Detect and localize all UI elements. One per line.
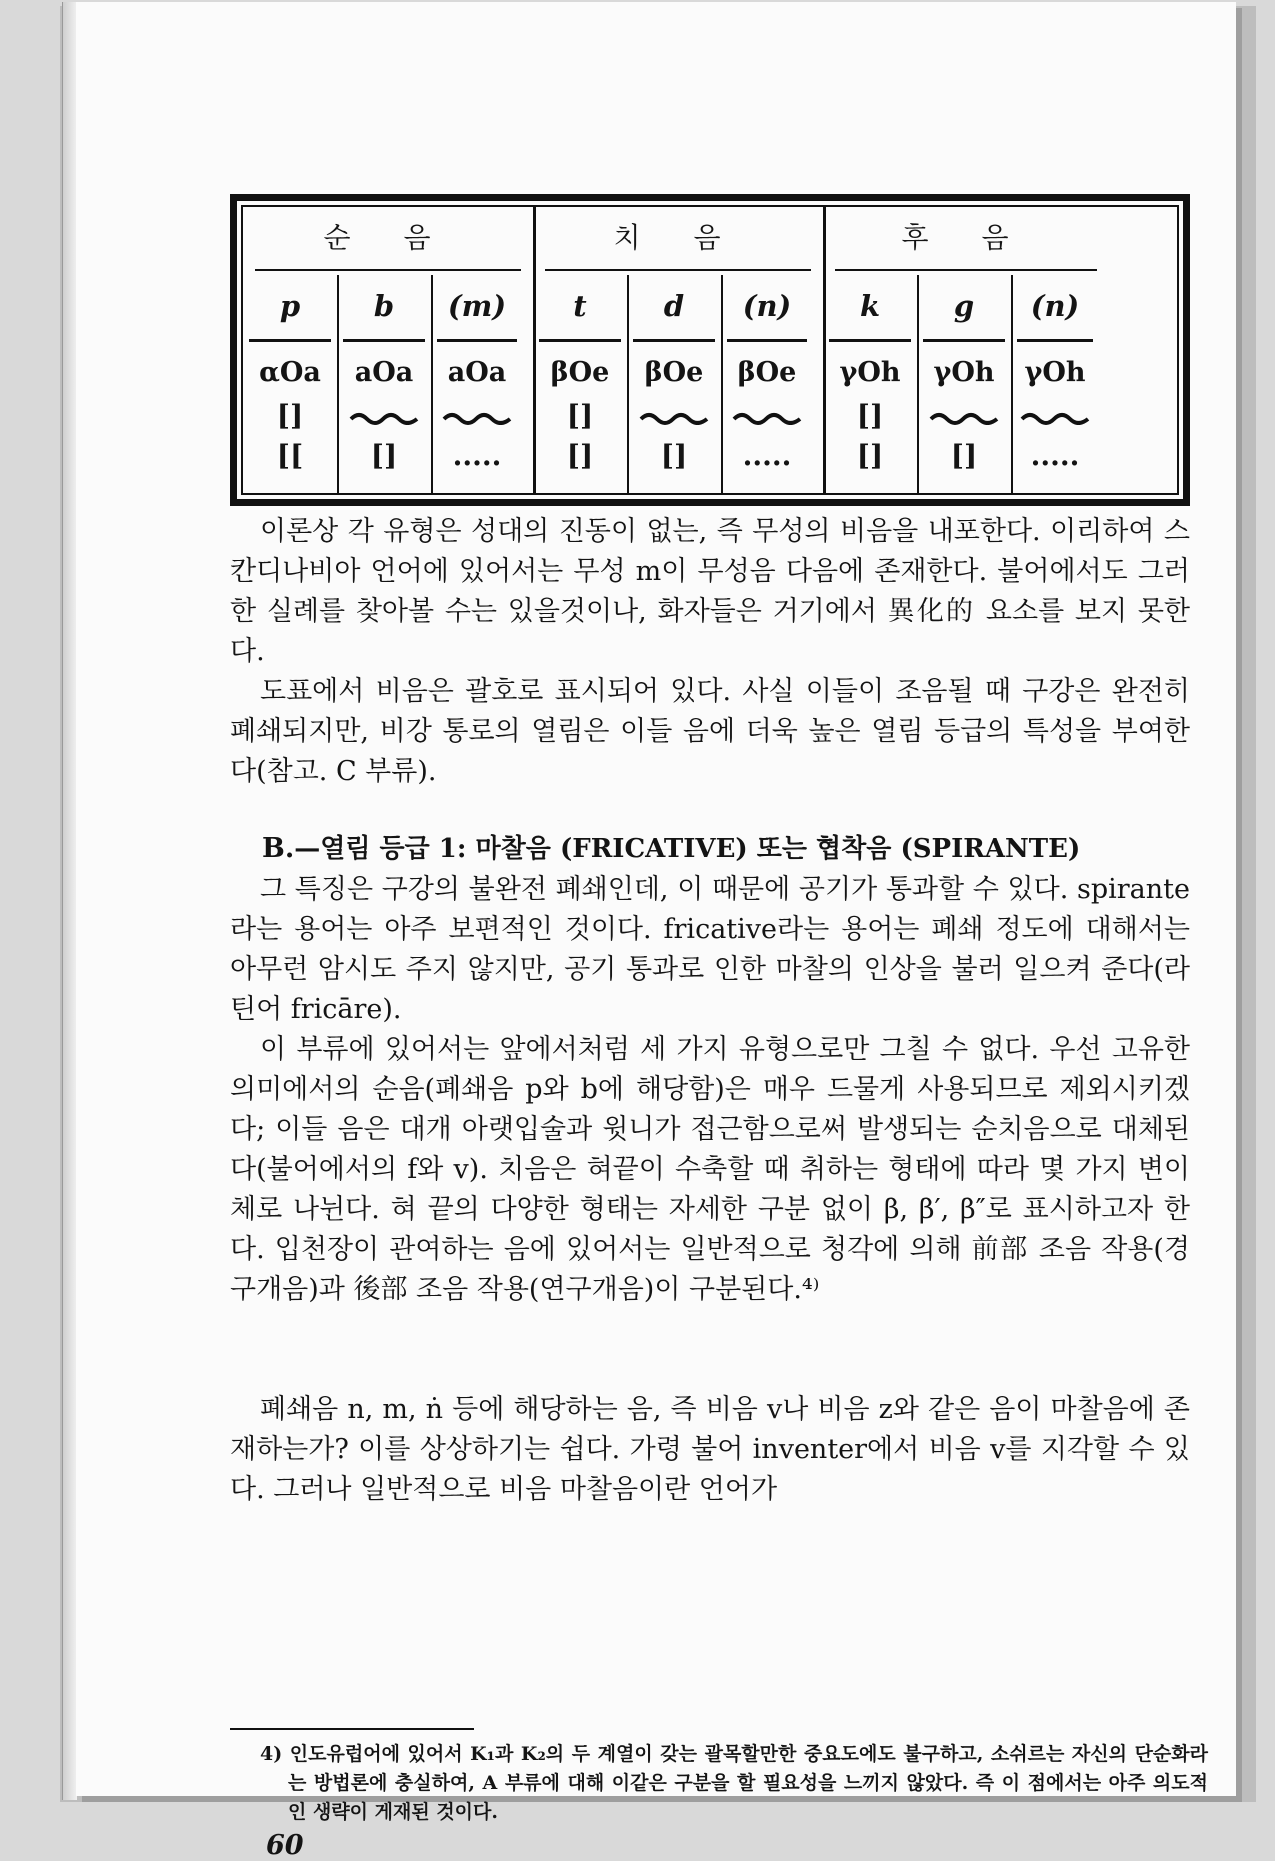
table-group-title: 치 음	[545, 207, 811, 271]
table-group-2	[533, 207, 826, 493]
table-column	[533, 275, 629, 493]
paragraph-2: 도표에서 비음은 괄호로 표시되어 있다. 사실 이들이 조음될 때 구강은 완전히 폐쇄되지만, 비강 통로의 열림은 이들 음에 더욱 높은 열림 등급의 특성을 부여한다(참고. C 부류).	[230, 676, 1190, 787]
column-symbol: t	[539, 275, 621, 342]
section-heading	[262, 828, 1080, 865]
paragraph-4: 이 부류에 있어서는 앞에서처럼 세 가지 유형으로만 그칠 수 없다. 우선 고유한 의미에서의 순음(폐쇄음 p와 b에 해당함)은 매우 드물게 사용되므로 제외시키겠다; 이들 음은 대개 아랫입술과 윗니가 접근함으로써 발생되는 순치음으로 대체된다(불어에서의 f와 v). 치음은 혀끝이 수축할 때 취하는 형태에 따라 몇 가지 변이체로 나뉜다. 혀 끝의 다양한 형태는 자세한 구분 없이 β, β′, β″로 표시하고자 한다. 입천장이 관여하는 음에 있어서는 일반적으로 청각에 의해 前部 조음 작용(경구개음)과 後部 조음 작용(연구개음)이 구분된다.⁴⁾	[230, 1034, 1190, 1305]
paragraph-5-block	[230, 1390, 1190, 1510]
paragraph-3-block	[230, 870, 1190, 1030]
column-bracket-mark: []	[276, 399, 304, 432]
wavy-line-mark	[431, 399, 523, 433]
wavy-line-mark	[721, 399, 813, 433]
column-bracket-mark: []	[856, 399, 884, 432]
column-symbol: b	[343, 275, 425, 342]
paragraph-4-block	[230, 1030, 1190, 1310]
column-symbol: k	[829, 275, 911, 342]
column-symbol: d	[633, 275, 715, 342]
phoneme-table-inner	[241, 205, 1179, 495]
paragraph-3: 그 특징은 구강의 불완전 폐쇄인데, 이 때문에 공기가 통과할 수 있다. spirante라는 용어는 아주 보편적인 것이다. fricative라는 용어는 폐쇄 정도에 대해서는 아무런 암시도 주지 않지만, 공기 통과로 인한 마찰의 인상을 불러 일으켜 준다(라틴어 fricāre).	[230, 874, 1190, 1025]
column-symbol: (n)	[1017, 275, 1093, 342]
table-column	[917, 275, 1013, 493]
table-group-title: 순 음	[255, 207, 521, 271]
book-spine-edge	[62, 2, 77, 1800]
column-bracket-mark-lower: []	[950, 439, 978, 472]
footnote: 4) 인도유럽어에 있어서 K₁과 K₂의 두 계열이 갖는 괄목할만한 중요도에도 불구하고, 소쉬르는 자신의 단순화라는 방법론에 충실하여, A 부류에 대해 이같은 구분을 할 필요성을 느끼지 않았다. 즉 이 점에서는 아주 의도적인 생략이 게재된 것이다.	[260, 1743, 1208, 1823]
column-symbol: (m)	[437, 275, 517, 342]
column-symbol: g	[923, 275, 1005, 342]
column-formula: βOe	[737, 357, 797, 388]
column-bracket-mark-lower: [[	[276, 439, 304, 472]
book-page	[76, 2, 1236, 1861]
column-formula: aOa	[447, 357, 507, 388]
section-heading-prefix: B.	[262, 833, 295, 864]
column-formula: γOh	[933, 357, 995, 388]
table-column	[823, 275, 919, 493]
table-column	[431, 275, 523, 493]
column-bracket-mark-lower: .....	[1030, 439, 1080, 472]
column-formula: βOe	[644, 357, 704, 388]
column-bracket-mark-lower: []	[856, 439, 884, 472]
table-column	[243, 275, 339, 493]
paragraph-2-block	[230, 672, 1190, 792]
column-symbol: p	[249, 275, 331, 342]
table-column	[627, 275, 723, 493]
column-bracket-mark-lower: []	[370, 439, 398, 472]
column-bracket-mark-lower: []	[566, 439, 594, 472]
footnote-rule	[230, 1728, 474, 1730]
page-number: 60	[266, 1830, 304, 1861]
column-bracket-mark-lower: []	[660, 439, 688, 472]
table-column	[337, 275, 433, 493]
paragraph-1: 이론상 각 유형은 성대의 진동이 없는, 즉 무성의 비음을 내포한다. 이리하여 스칸디나비아 언어에 있어서는 무성 m이 무성음 다음에 존재한다. 불어에서도 그러한 실례를 찾아볼 수는 있을것이나, 화자들은 거기에서 異化的 요소를 보지 못한다.	[230, 516, 1190, 667]
phoneme-table	[230, 194, 1190, 506]
section-heading-text: —열림 등급 1: 마찰음 (FRICATIVE) 또는 협착음 (SPIRANTE)	[294, 834, 1081, 864]
paragraph-5: 폐쇄음 n, m, ṅ 등에 해당하는 음, 즉 비음 v나 비음 z와 같은 음이 마찰음에 존재하는가? 이를 상상하기는 쉽다. 가령 불어 inventer에서 비음 v를 지각할 수 있다. 그러나 일반적으로 비음 마찰음이란 언어가	[230, 1394, 1190, 1505]
wavy-line-mark	[337, 399, 431, 433]
table-group-title: 후 음	[835, 207, 1097, 271]
wavy-line-mark	[1011, 399, 1099, 433]
column-symbol: (n)	[727, 275, 807, 342]
table-column	[1011, 275, 1099, 493]
paragraph-1-block	[230, 512, 1190, 672]
table-column	[721, 275, 813, 493]
column-bracket-mark-lower: .....	[742, 439, 792, 472]
wavy-line-mark	[627, 399, 721, 433]
column-formula: aOa	[354, 357, 414, 388]
column-bracket-mark-lower: .....	[452, 439, 502, 472]
table-group-3	[823, 207, 1109, 493]
table-group-1	[243, 207, 536, 493]
column-bracket-mark: []	[566, 399, 594, 432]
column-formula: αOa	[259, 357, 321, 388]
column-formula: γOh	[1024, 357, 1086, 388]
column-formula: βOe	[550, 357, 610, 388]
column-formula: γOh	[839, 357, 901, 388]
wavy-line-mark	[917, 399, 1011, 433]
